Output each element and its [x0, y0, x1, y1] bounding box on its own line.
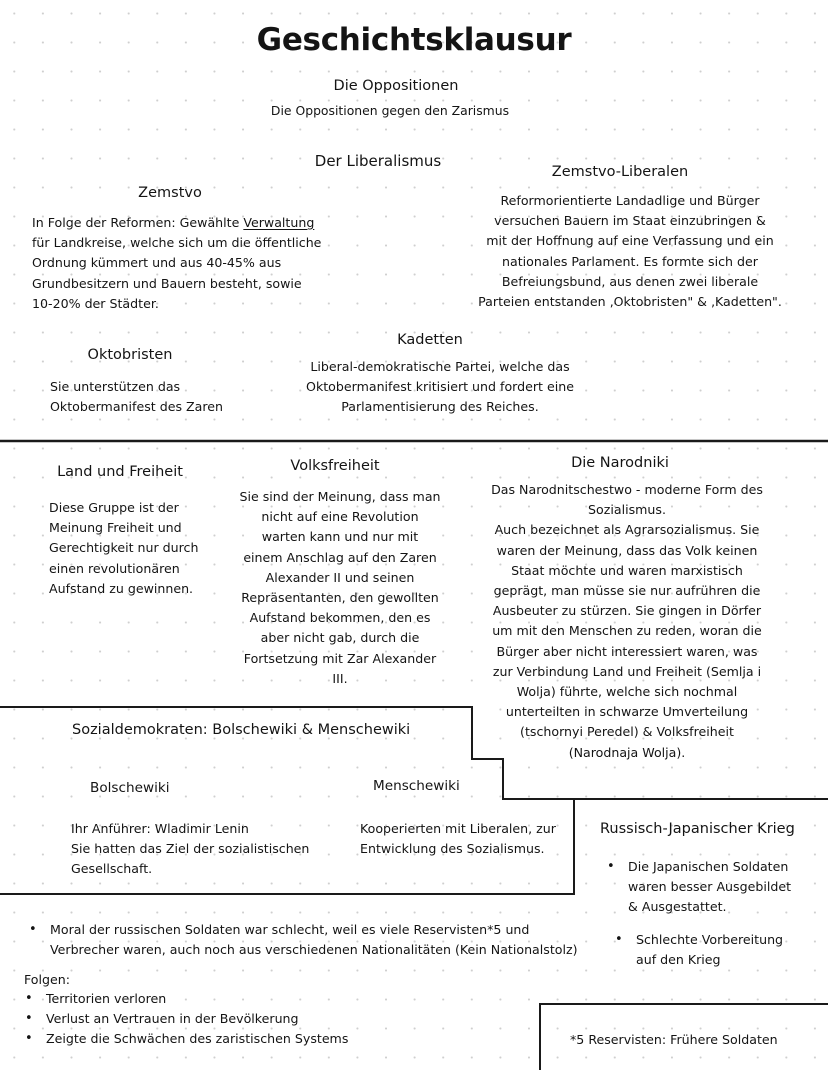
- krieg-bullet-line: waren besser Ausgebildet: [628, 879, 792, 895]
- folgen-item: • Zeigte die Schwächen des zaristischen Systems: [22, 1029, 422, 1049]
- zemstvo-text-line: Ordnung kümmert und aus 40-45% aus: [32, 255, 282, 271]
- volksfreiheit-text: [225, 487, 455, 689]
- narodniki-line: (Narodnaja Wolja).: [568, 744, 686, 760]
- kadetten-line: Liberal-demokratische Partei, welche das: [310, 359, 570, 374]
- menschewiki-line: Entwicklung des Sozialismus.: [360, 841, 545, 857]
- zemstvo-liberalen-text: [470, 191, 790, 312]
- krieg-bullet-list-1: [604, 857, 824, 918]
- zemstvo-text-line: 10-20% der Städter.: [32, 295, 159, 311]
- moral-line: Verbrecher waren, auch noch aus verschiedenen Nationalitäten (Kein Nationalstolz): [50, 942, 578, 958]
- bolschewiki-line: Sie hatten das Ziel der sozialistischen: [71, 841, 310, 857]
- zemstvo-text: [32, 213, 372, 314]
- narodniki-line: Sozialismus.: [588, 502, 666, 518]
- narodniki-line: Wolja) führte, welche sich nochmal: [516, 684, 738, 700]
- volksfreiheit-line: Aufstand bekommen, den es: [249, 610, 431, 626]
- narodniki-line: zur Verbindung Land und Freiheit (Semlja i: [492, 663, 762, 679]
- narodniki-line: um mit den Menschen zu reden, woran die: [492, 623, 762, 639]
- narodniki-line: Das Narodnitschestwo - moderne Form des: [491, 482, 763, 497]
- krieg-bullet-line: & Ausgestattet.: [628, 899, 727, 915]
- bolschewiki-line: Ihr Anführer: Wladimir Lenin: [71, 821, 249, 836]
- narodniki-line: Staat möchte und waren marxistisch: [511, 562, 743, 578]
- narodniki-line: Auch bezeichnet als Agrarsozialismus. Sie: [494, 522, 760, 538]
- folgen-item: • Territorien verloren: [22, 989, 422, 1009]
- zemstvo-underlined-word: Verwaltung: [243, 215, 315, 230]
- folgen-item: • Verlust an Vertrauen in der Bevölkerung: [22, 1009, 422, 1029]
- volksfreiheit-line: aber nicht gab, durch die: [260, 630, 420, 646]
- zemstvo-liberalen-line: mit der Hoffnung auf eine Verfassung und ein: [486, 233, 774, 249]
- krieg-bullet-list-2: [612, 930, 822, 970]
- narodniki-line: waren der Meinung, dass das Volk keinen: [496, 542, 758, 558]
- volksfreiheit-line: warten kann und nur mit: [261, 529, 419, 545]
- krieg-bullet-line: • Schlechte Vorbereitung: [636, 932, 784, 947]
- oktobristen-heading: Oktobristen: [87, 347, 173, 363]
- narodniki-line: Ausbeuter zu stürzen. Sie gingen in Dörfer: [492, 603, 762, 619]
- kadetten-heading: Kadetten: [397, 332, 463, 348]
- zemstvo-liberalen-line: Reformorientierte Landadlige und Bürger: [500, 193, 760, 208]
- sozialdemokraten-heading: Sozialdemokraten: Bolschewiki & Menschewiki: [72, 722, 411, 738]
- folgen-label: Folgen:: [24, 972, 70, 987]
- volksfreiheit-line: einem Anschlag auf den Zaren: [243, 549, 437, 565]
- footnote-text: *5 Reservisten: Frühere Soldaten: [570, 1032, 778, 1047]
- volksfreiheit-line: nicht auf eine Revolution: [261, 509, 419, 525]
- zemstvo-liberalen-line: Parteien entstanden ‚Oktobristen" & ‚Kadetten".: [478, 294, 782, 310]
- menschewiki-line: Kooperierten mit Liberalen, zur: [360, 821, 556, 836]
- land-und-freiheit-line: Gerechtigkeit nur durch: [49, 540, 199, 556]
- menschewiki-heading: Menschewiki: [373, 778, 460, 794]
- oktobristen-line: Sie unterstützen das: [50, 379, 181, 394]
- land-und-freiheit-line: Diese Gruppe ist der: [49, 500, 179, 515]
- krieg-bullet-line: auf den Krieg: [636, 952, 721, 968]
- narodniki-line: (tschornyi Peredel) & Volksfreiheit: [520, 724, 734, 740]
- krieg-bullet-line: • Die Japanischen Soldaten: [628, 859, 789, 874]
- volksfreiheit-line: III.: [332, 670, 348, 686]
- zemstvo-liberalen-line: versuchen Bauern im Staat einzubringen &: [494, 213, 766, 229]
- zemstvo-liberalen-line: Befreiungsbund, aus denen zwei liberale: [501, 273, 759, 289]
- volksfreiheit-line: Fortsetzung mit Zar Alexander: [243, 650, 437, 666]
- narodniki-line: unterteilten in schwarze Umverteilung: [505, 704, 749, 720]
- page-subtitle: Die Oppositionen: [333, 78, 459, 94]
- land-und-freiheit-line: Meinung Freiheit und: [49, 520, 182, 536]
- moral-bullet-list: [26, 920, 606, 960]
- russisch-japanischer-krieg-heading: Russisch-Japanischer Krieg: [600, 821, 795, 837]
- moral-bullet-item: [26, 920, 606, 960]
- bolschewiki-text: [71, 819, 361, 880]
- volksfreiheit-line: Repräsentanten, den gewollten: [241, 590, 439, 606]
- oktobristen-text: [50, 377, 270, 417]
- narodniki-text: [470, 480, 784, 763]
- zemstvo-text-line: In Folge der Reformen: Gewählte: [32, 215, 244, 230]
- moral-line: • Moral der russischen Soldaten war schlecht, weil es viele Reservisten*5 und: [50, 922, 530, 937]
- zemstvo-text-line: Grundbesitzern und Bauern besteht, sowie: [32, 275, 302, 291]
- menschewiki-text: [360, 819, 570, 859]
- folgen-list: [22, 989, 422, 1050]
- krieg-bullet-item: [604, 857, 824, 918]
- page-title: Geschichtsklausur: [256, 22, 572, 58]
- volksfreiheit-line: Alexander II und seinen: [265, 569, 415, 585]
- zemstvo-text-line: für Landkreise, welche sich um die öffentliche: [32, 235, 322, 251]
- volksfreiheit-heading: Volksfreiheit: [290, 458, 380, 474]
- narodniki-line: Bürger aber nicht interessiert waren, was: [496, 643, 758, 659]
- narodniki-line: geprägt, man müsse sie nur aufrühren die: [493, 583, 761, 599]
- zemstvo-liberalen-line: nationales Parlament. Es formte sich der: [502, 253, 758, 269]
- kadetten-text: [290, 357, 590, 418]
- land-und-freiheit-line: Aufstand zu gewinnen.: [49, 580, 194, 596]
- zemstvo-liberalen-heading: Zemstvo-Liberalen: [551, 164, 689, 180]
- land-und-freiheit-text: [49, 498, 229, 599]
- zemstvo-heading: Zemstvo: [138, 185, 202, 201]
- land-und-freiheit-heading: Land und Freiheit: [57, 464, 183, 480]
- kadetten-line: Oktobermanifest kritisiert und fordert eine: [306, 379, 574, 395]
- liberalismus-heading: Der Liberalismus: [314, 152, 442, 170]
- page-subsubtitle: Die Oppositionen gegen den Zarismus: [270, 103, 510, 118]
- kadetten-line: Parlamentisierung des Reiches.: [341, 399, 539, 415]
- krieg-bullet-item: [612, 930, 822, 970]
- oktobristen-line: Oktobermanifest des Zaren: [50, 399, 223, 415]
- bolschewiki-heading: Bolschewiki: [90, 780, 170, 796]
- narodniki-heading: Die Narodniki: [571, 455, 669, 471]
- bolschewiki-line: Gesellschaft.: [71, 861, 153, 877]
- volksfreiheit-line: Sie sind der Meinung, dass man: [239, 489, 441, 504]
- land-und-freiheit-line: einen revolutionären: [49, 560, 180, 576]
